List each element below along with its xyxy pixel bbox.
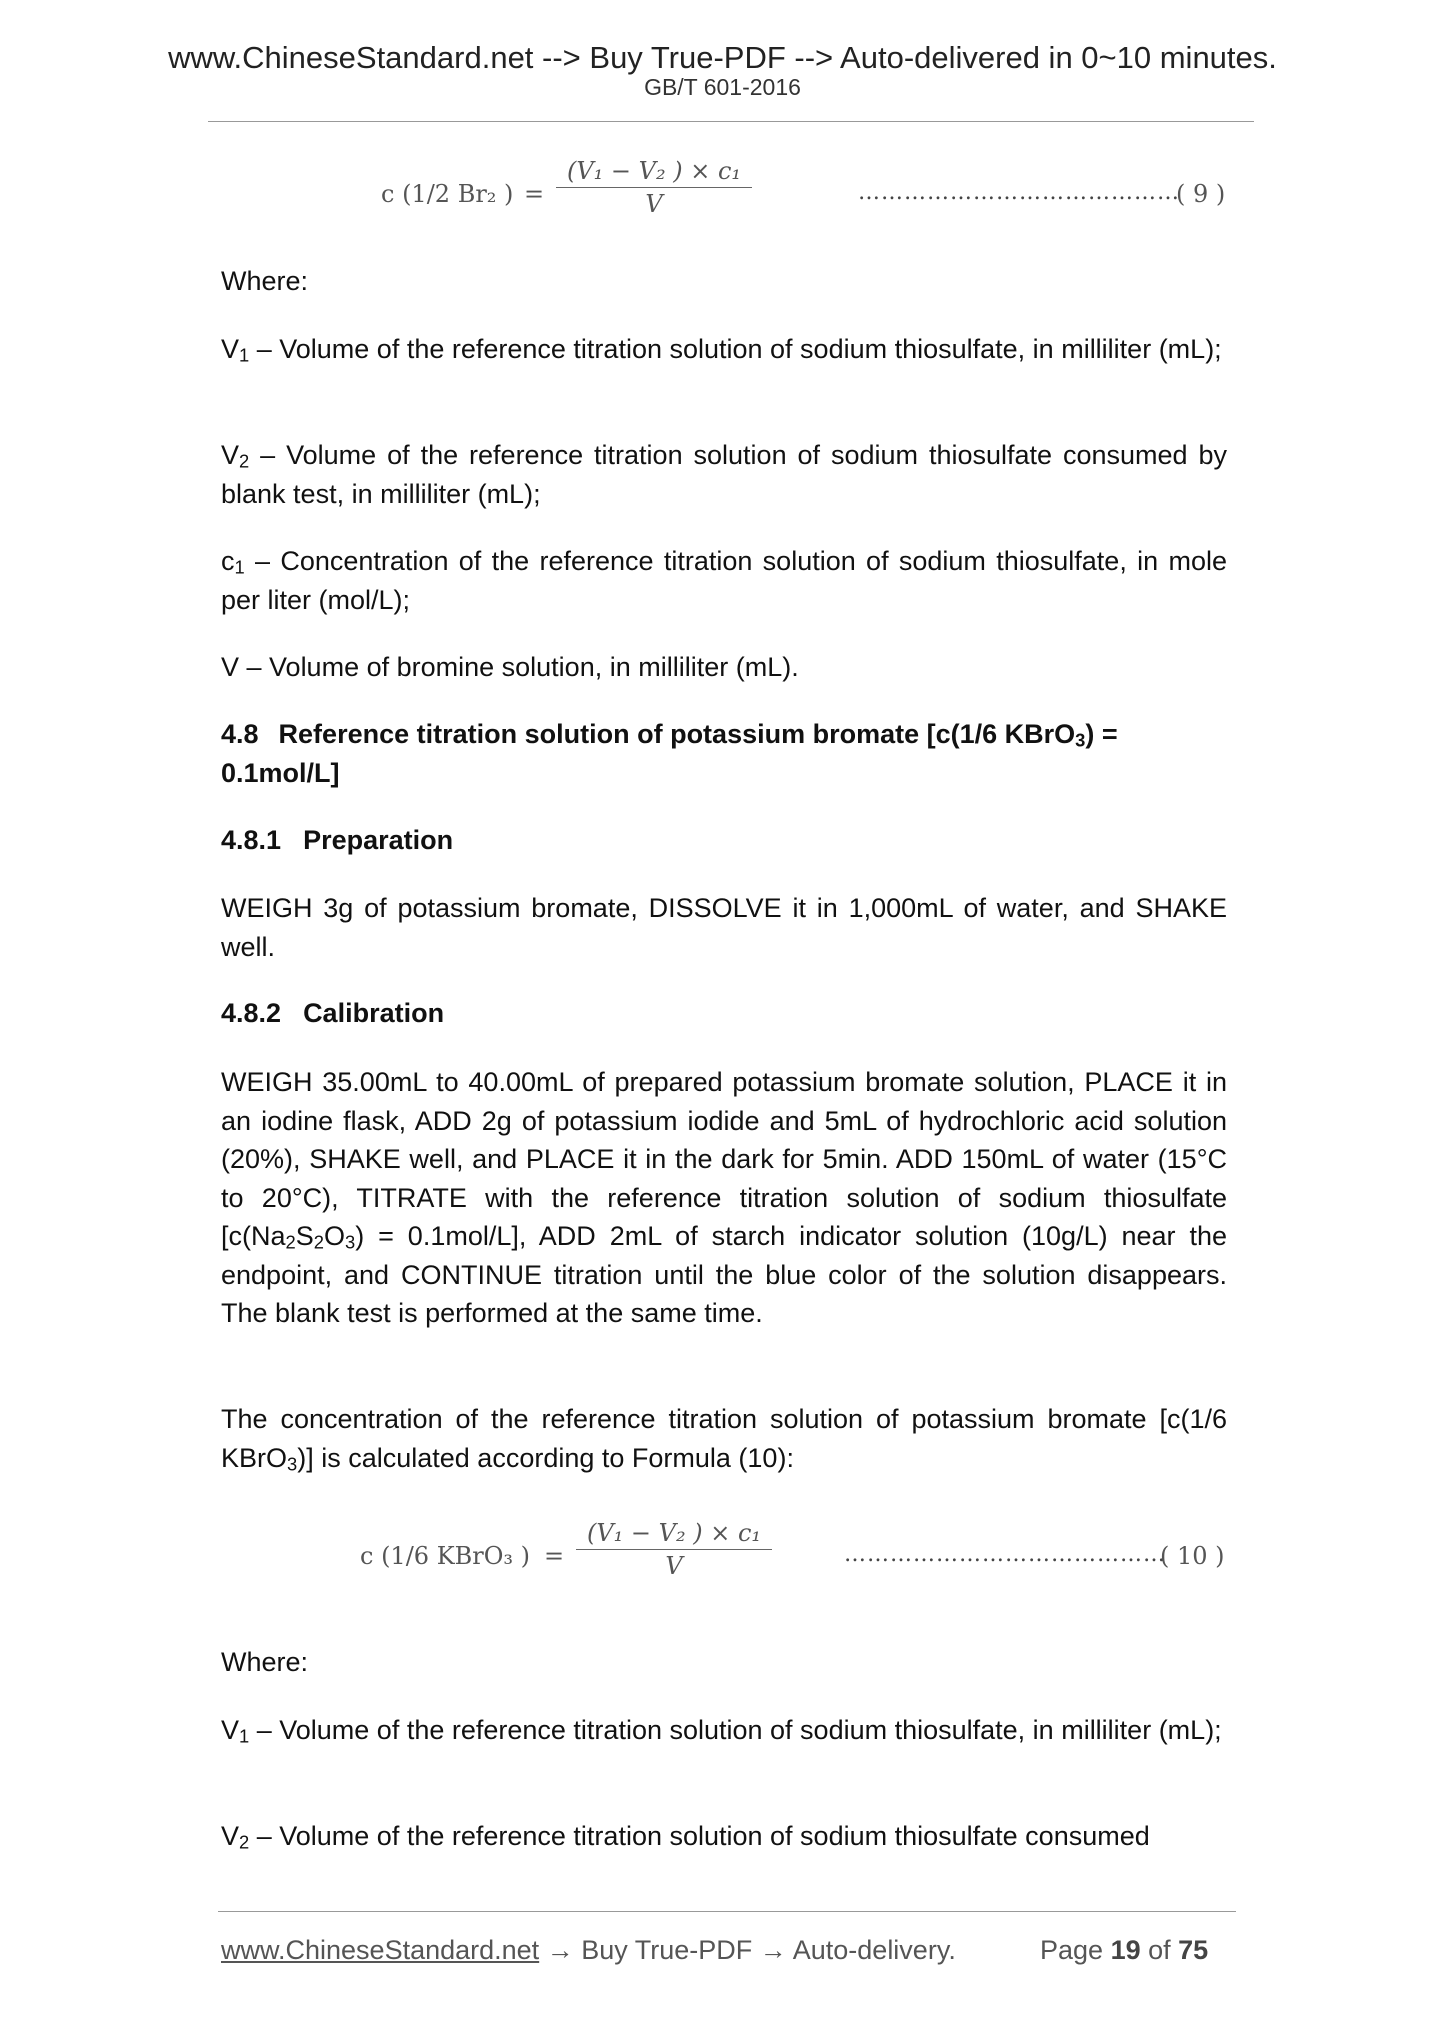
- where-label: Where:: [221, 266, 309, 296]
- section-number: 4.8.1: [221, 825, 282, 855]
- definition-v2: [221, 436, 1227, 513]
- definition-text: – Volume of the reference titration solution of sodium thiosulfate consumed: [249, 1821, 1150, 1851]
- definition-v2: [221, 1817, 1227, 1856]
- formula-9-lhs: c (1/2 Br₂ ): [381, 180, 514, 208]
- formula-9-denominator: V: [645, 190, 663, 218]
- subscript: 3: [1075, 729, 1086, 751]
- footer-left: [221, 1933, 956, 1967]
- page-total: 75: [1178, 1935, 1209, 1965]
- footer-divider: [218, 1911, 1236, 1912]
- subscript: 2: [239, 1831, 250, 1853]
- where-block-1: [221, 262, 1227, 301]
- where-block-2: [221, 1643, 1227, 1682]
- formula-9-fraction-bar: [556, 187, 752, 188]
- formula-10-denominator: V: [665, 1552, 683, 1580]
- section-4-8-2-body: [221, 1063, 1227, 1333]
- paragraph: The concentration of the reference titration solution of potassium bromate [c(1/6 KBrO$_3$)] is calculated according to Formula (10):: [221, 1404, 1227, 1474]
- section-title: Reference titration solution of potassium bromate [c(1/6 KBrO: [278, 719, 1076, 749]
- formula-9-number: ( 9 ): [1176, 180, 1226, 208]
- section-4-8-1-heading: [221, 821, 1227, 860]
- definition-text: – Concentration of the reference titration solution of sodium thiosulfate, in mole per liter (mol/L);: [221, 546, 1227, 615]
- section-number: 4.8: [221, 719, 259, 749]
- where-label: Where:: [221, 1647, 309, 1677]
- definition-v1: [221, 330, 1227, 369]
- header-banner[interactable]: www.ChineseStandard.net --> Buy True-PDF --> Auto-delivered in 0~10 minutes.: [168, 40, 1277, 75]
- section-number: 4.8.2: [221, 998, 282, 1028]
- formula-10-equals: =: [544, 1542, 565, 1570]
- section-4-8-heading: [221, 715, 1227, 792]
- definition-text: – Volume of the reference titration solution of sodium thiosulfate, in milliliter (mL);: [249, 334, 1222, 364]
- formula-10-fraction: [576, 1518, 772, 1581]
- formula-9-numerator: (V₁ − V₂ ) × c₁: [566, 157, 742, 185]
- definition-v: [221, 648, 1227, 687]
- subscript: 2: [239, 450, 250, 472]
- header-divider: [208, 121, 1254, 122]
- symbol-c: c: [221, 546, 235, 576]
- section-title-end: ) = 0.1mol/L]: [221, 719, 1118, 788]
- formula-10-number: ( 10 ): [1160, 1542, 1225, 1570]
- page-number: 19: [1110, 1935, 1141, 1965]
- footer-site-link[interactable]: www.ChineseStandard.net: [221, 1935, 540, 1965]
- definition-v1: [221, 1711, 1227, 1750]
- subscript: 1: [234, 556, 245, 578]
- section-title: Calibration: [303, 998, 445, 1028]
- formula-9-equals: =: [524, 180, 545, 208]
- symbol-v: V: [221, 1821, 240, 1851]
- formula-10-numerator: (V₁ − V₂ ) × c₁: [586, 1519, 762, 1547]
- formula-10-fraction-bar: [576, 1549, 772, 1550]
- concentration-paragraph: [221, 1400, 1227, 1477]
- section-4-8-2-heading: [221, 994, 1227, 1033]
- formula-9-leader-dots: ……………………………………: [858, 180, 1180, 205]
- definition-text: – Volume of the reference titration solution of sodium thiosulfate consumed by blank test, in milliliter (mL);: [221, 440, 1227, 509]
- symbol-v: V: [221, 334, 240, 364]
- definition-text: V – Volume of bromine solution, in milliliter (mL).: [221, 652, 799, 682]
- symbol-v: V: [221, 1715, 240, 1745]
- standard-code: GB/T 601-2016: [644, 74, 801, 100]
- subscript: 1: [239, 344, 250, 366]
- section-title: Preparation: [303, 825, 454, 855]
- paragraph: WEIGH 3g of potassium bromate, DISSOLVE it in 1,000mL of water, and SHAKE well.: [221, 893, 1227, 962]
- formula-10-lhs: c (1/6 KBrO₃ ): [360, 1542, 531, 1570]
- symbol-v: V: [221, 440, 240, 470]
- footer-tagline: → Buy True-PDF → Auto-delivery.: [539, 1935, 956, 1965]
- formula-10-leader-dots: ……………………………………: [844, 1542, 1166, 1567]
- page-indicator: Page 19 of 75: [1040, 1935, 1209, 1965]
- definition-text: – Volume of the reference titration solution of sodium thiosulfate, in milliliter (mL);: [249, 1715, 1222, 1745]
- paragraph: WEIGH 35.00mL to 40.00mL of prepared potassium bromate solution, PLACE it in an iodine flask, ADD 2g of potassium iodide and 5mL of hydrochloric acid solution (20%), SHAKE well, and PLACE it in the dark for 5min. ADD 150mL of water (15°C to 20°C), TITRATE with the reference titration solution of sodium thiosulfate $[c(Na_2S_2O_3) = 0.1mol/L]$, ADD 2mL of starch indicator solution (10g/L) near the endpoint, and CONTINUE titration until the blue color of the solution disappears. The blank test is performed at the same time.: [221, 1067, 1227, 1328]
- formula-9-fraction: [556, 156, 752, 219]
- definition-c1: [221, 542, 1227, 619]
- section-4-8-1-body: [221, 889, 1227, 966]
- subscript: 1: [239, 1725, 250, 1747]
